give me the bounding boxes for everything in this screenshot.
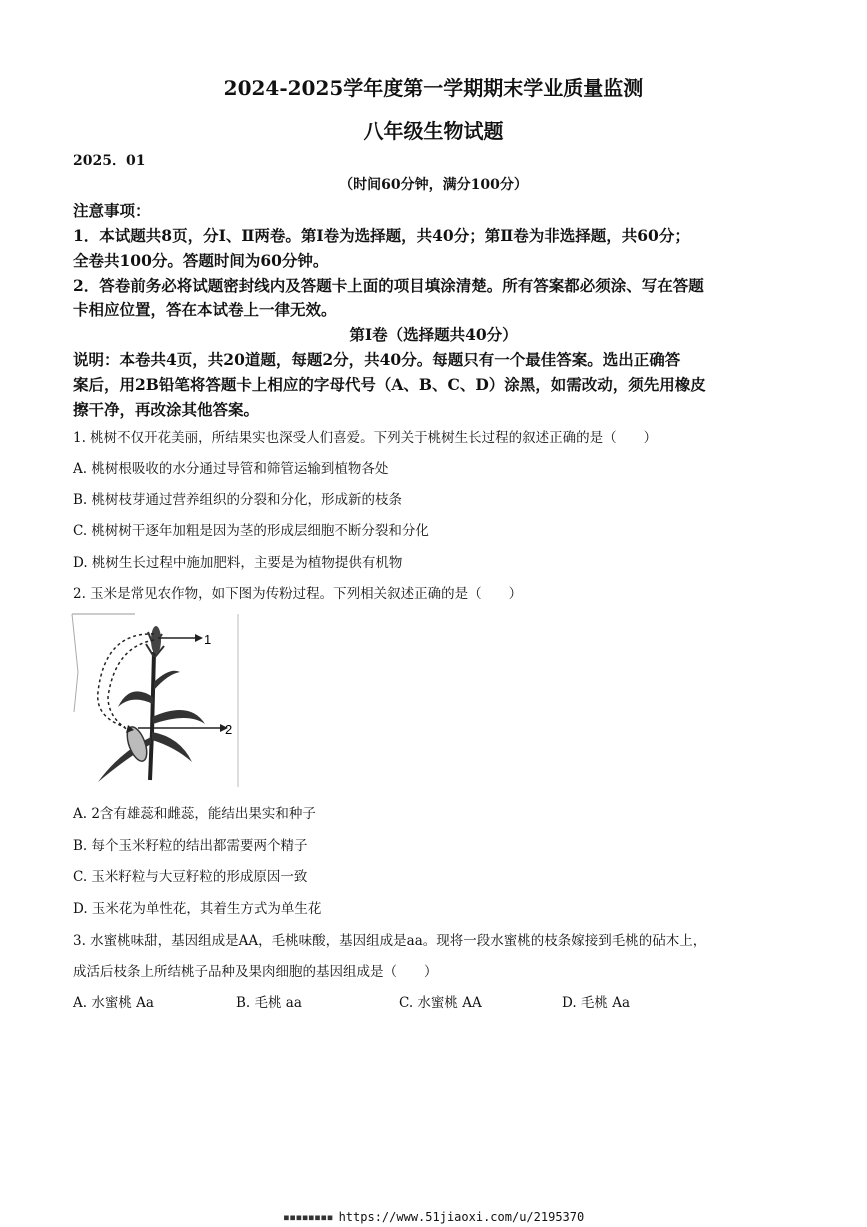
notes-line: 全卷共100分。答题时间为60分钟。 [73,251,329,270]
question-stem-cont: 成活后枝条上所结桃子品种及果肉细胞的基因组成是（ ） [73,964,438,980]
option-c: C. 水蜜桃 AA [399,995,482,1011]
option-c: C. 桃树树干逐年加粗是因为茎的形成层细胞不断分裂和分化 [73,523,429,539]
option-b: B. 桃树枝芽通过营养组织的分裂和分化，形成新的枝条 [73,492,403,508]
exam-date: 2025．01 [73,153,146,169]
section-desc: 说明：本卷共4页，共20道题，每题2分，共40分。每题只有一个最佳答案。选出正确答 [73,350,681,369]
exam-title: 2024-2025学年度第一学期期末学业质量监测 [223,76,644,100]
option-c: C. 玉米籽粒与大豆籽粒的形成原因一致 [73,869,308,885]
section-desc: 案后，用2B铅笔将答题卡上相应的字母代号（A、B、C、D）涂黑，如需改动，须先用橡皮 [73,375,706,394]
option-d: D. 桃树生长过程中施加肥料，主要是为植物提供有机物 [73,555,403,571]
time-info: （时间60分钟，满分100分） [339,177,528,193]
corn-plant-illustration [70,612,240,792]
notes-line: 2．答卷前务必将试题密封线内及答题卡上面的项目填涂清楚。所有答案都必须涂、写在答题 [73,276,704,295]
option-a: A. 水蜜桃 Aa [73,995,154,1011]
option-a: A. 桃树根吸收的水分通过导管和筛管运输到植物各处 [73,461,389,477]
corn-pollination-figure [70,612,240,792]
exam-subtitle: 八年级生物试题 [363,119,504,143]
option-b: B. 毛桃 aa [236,995,302,1011]
section-desc: 擦干净，再改涂其他答案。 [73,400,260,419]
footer-url[interactable]: https://www.51jiaoxi.com/u/2195370 [338,1210,585,1224]
question-stem: 2. 玉米是常见农作物，如下图为传粉过程。下列相关叙述正确的是（ ） [73,586,523,602]
option-d: D. 毛桃 Aa [562,995,631,1011]
notes-line: 1．本试题共8页，分Ⅰ、Ⅱ两卷。第Ⅰ卷为选择题，共40分；第Ⅱ卷为非选择题，共60分； [73,226,690,245]
figure-label-1: 1 [204,632,212,647]
question-stem: 1. 桃树不仅开花美丽，所结果实也深受人们喜爱。下列关于桃树生长过程的叙述正确的是（ ） [73,430,658,446]
watermark-glyphs: ▪▪▪▪▪▪▪▪ [282,1210,333,1224]
option-d: D. 玉米花为单性花，其着生方式为单生花 [73,901,322,917]
section-title: 第Ⅰ卷（选择题共40分） [349,325,518,344]
footer-watermark [0,1210,867,1224]
option-a: A. 2含有雄蕊和雌蕊，能结出果实和种子 [73,806,316,822]
question-stem: 3. 水蜜桃味甜，基因组成是AA，毛桃味酸，基因组成是aa。现将一段水蜜桃的枝条嫁接到毛桃的砧木上， [73,933,707,949]
option-b: B. 每个玉米籽粒的结出都需要两个精子 [73,838,308,854]
figure-label-2: 2 [225,722,233,737]
notes-line: 卡相应位置，答在本试卷上一律无效。 [73,300,337,319]
notes-heading: 注意事项： [73,201,151,220]
